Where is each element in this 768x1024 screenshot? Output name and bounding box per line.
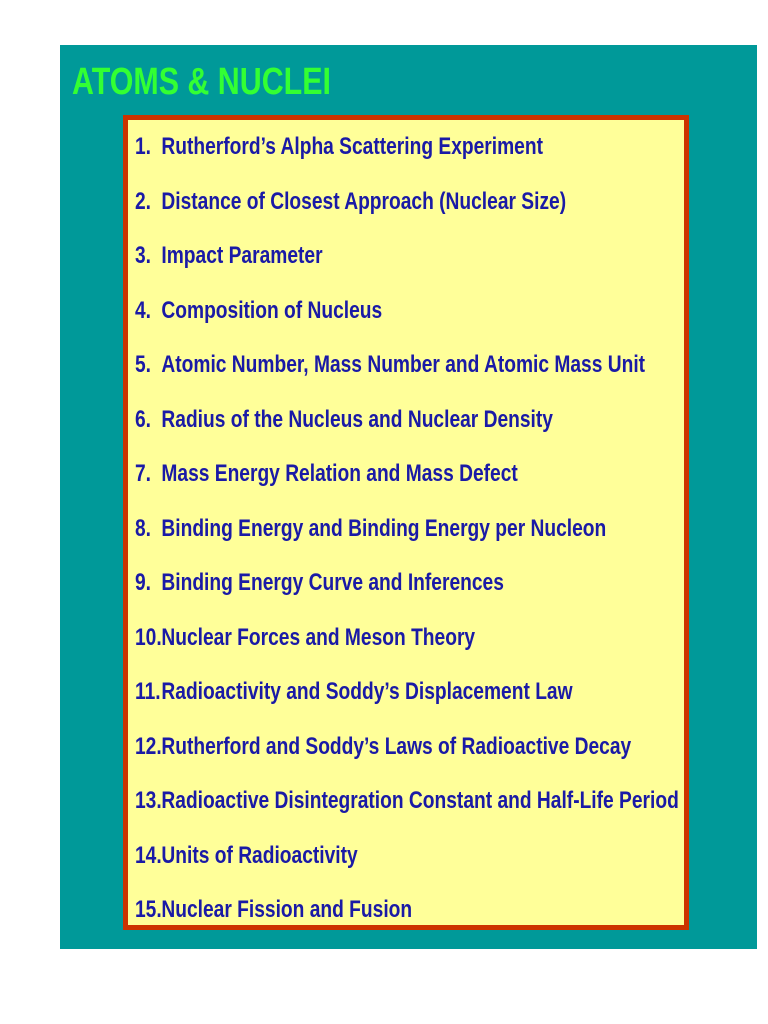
topic-number: 7. [135,460,152,487]
topic-item-2 [135,187,566,217]
topic-item-12 [135,732,631,762]
topic-item-1 [135,132,543,162]
topic-label: Atomic Number, Mass Number and Atomic Mass Unit [161,351,646,378]
topic-item-13 [135,786,679,816]
topic-item-7 [135,459,518,489]
topic-number: 1. [135,133,152,160]
topic-number: 5. [135,351,152,378]
topic-number: 12. [135,733,162,760]
topic-label: Distance of Closest Approach (Nuclear Size) [161,188,567,215]
topic-number: 11. [135,678,161,705]
topic-label: Radioactive Disintegration Constant and Half-Life Period [161,787,679,814]
topic-item-3 [135,241,323,271]
topic-item-11 [135,677,573,707]
topic-number: 15. [135,896,162,923]
topic-number: 8. [135,515,152,542]
topic-label: Composition of Nucleus [161,297,383,324]
slide-title: ATOMS & NUCLEI [72,61,331,103]
topic-label: Binding Energy and Binding Energy per Nucleon [161,515,607,542]
topic-item-4 [135,296,382,326]
topic-label: Nuclear Fission and Fusion [161,896,413,923]
topic-label: Rutherford’s Alpha Scattering Experiment [161,133,543,160]
topic-number: 4. [135,297,152,324]
topic-item-9 [135,568,504,598]
topic-label: Radius of the Nucleus and Nuclear Density [161,406,553,433]
slide [60,45,757,949]
topic-number: 9. [135,569,152,596]
topic-label: Units of Radioactivity [161,842,358,869]
topic-number: 3. [135,242,152,269]
topic-number: 10. [135,624,162,651]
topic-number: 2. [135,188,152,215]
topic-item-5 [135,350,645,380]
topic-item-8 [135,514,606,544]
topic-label: Binding Energy Curve and Inferences [161,569,504,596]
topic-label: Rutherford and Soddy’s Laws of Radioactive Decay [161,733,632,760]
topic-number: 6. [135,406,152,433]
topic-box [123,115,689,930]
topic-label: Radioactivity and Soddy’s Displacement Law [161,678,573,705]
topic-item-10 [135,623,475,653]
topic-item-14 [135,841,358,871]
topic-label: Impact Parameter [161,242,323,269]
topic-item-6 [135,405,553,435]
topic-label: Nuclear Forces and Meson Theory [161,624,476,651]
topic-number: 13. [135,787,162,814]
topic-label: Mass Energy Relation and Mass Defect [161,460,518,487]
topic-number: 14. [135,842,162,869]
topic-item-15 [135,895,412,925]
